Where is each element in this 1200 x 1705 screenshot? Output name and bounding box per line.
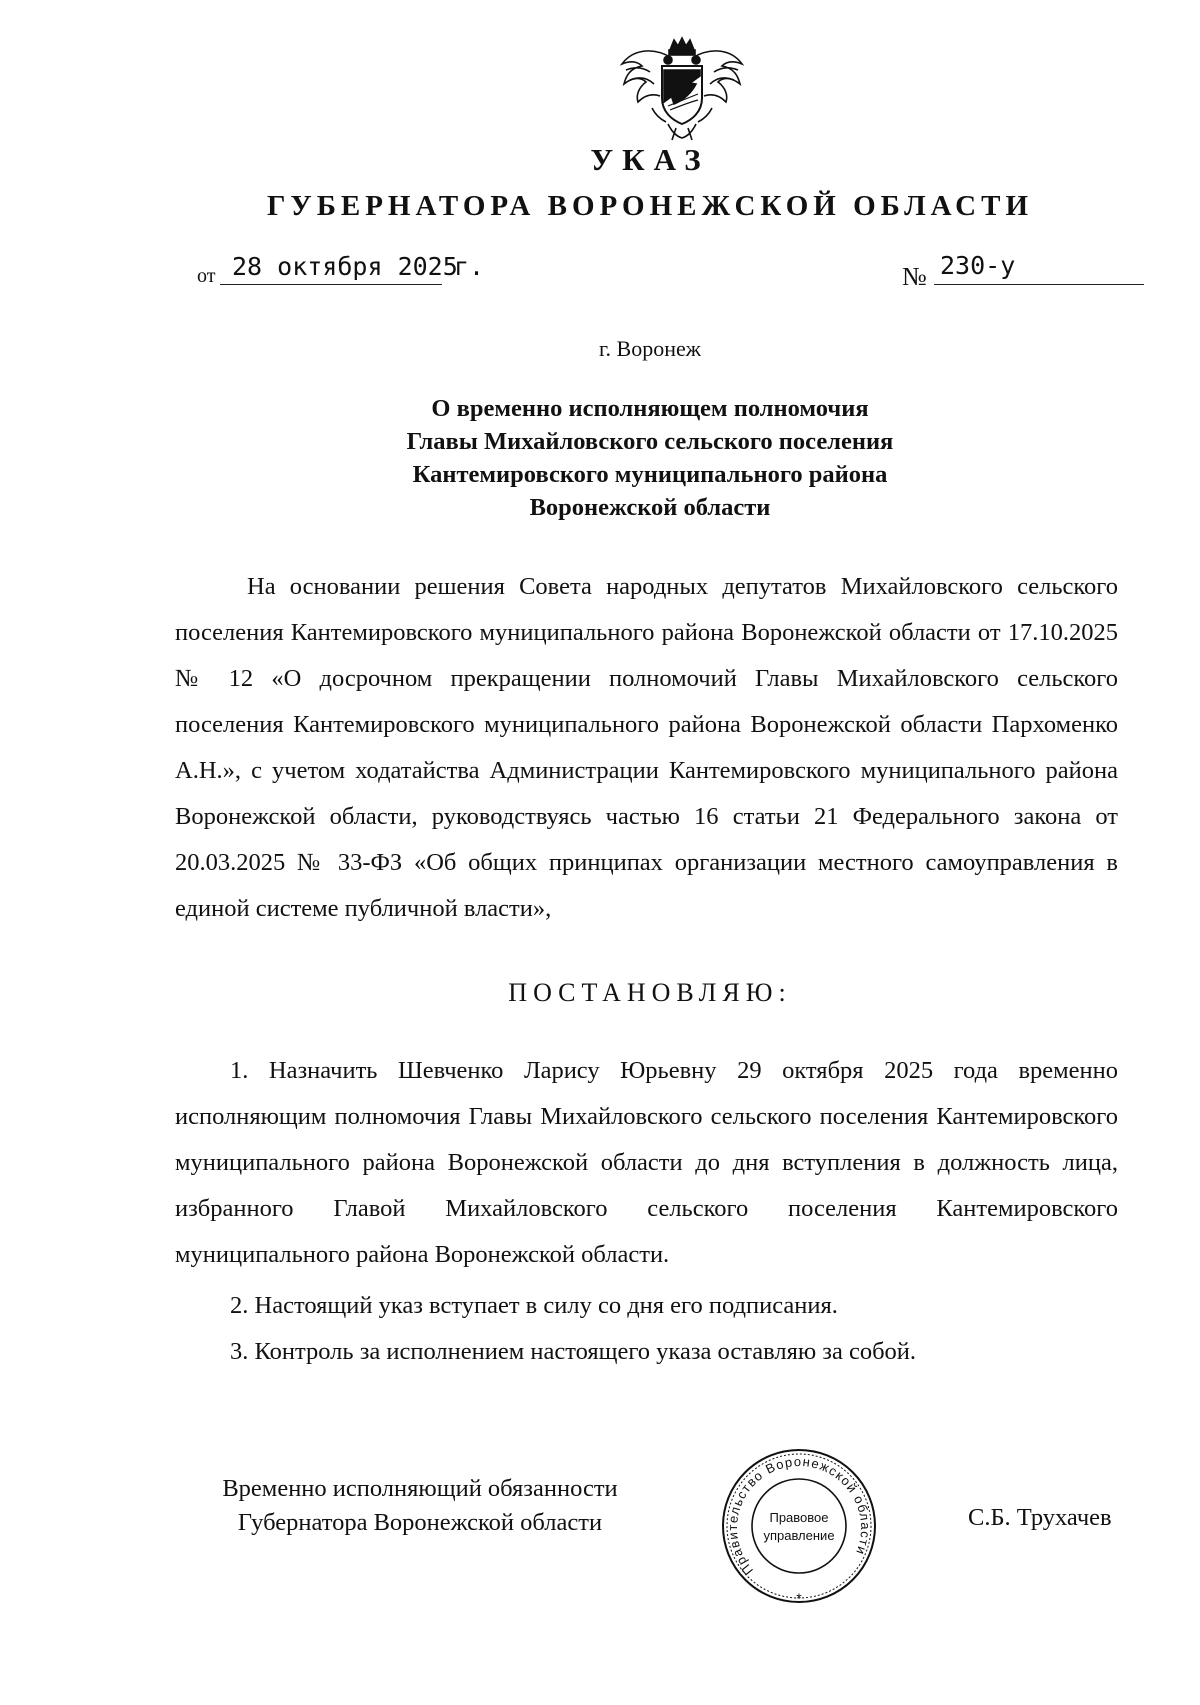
heading-line: О временно исполняющем полномочия bbox=[431, 395, 869, 422]
date-underline bbox=[220, 284, 442, 285]
signer-position bbox=[180, 1472, 660, 1540]
date-suffix: г. bbox=[454, 252, 485, 281]
signer-position-line: Губернатора Воронежской области bbox=[237, 1509, 603, 1536]
document-number: 230-у bbox=[940, 251, 1016, 280]
seal-outer-text: Правительство Воронежской области bbox=[725, 1453, 874, 1579]
seal-inner-line-1: Правовое bbox=[769, 1510, 829, 1525]
signer-name: С.Б. Трухачев bbox=[968, 1504, 1112, 1531]
seal-star-mark: * bbox=[796, 1590, 802, 1606]
coat-of-arms-icon bbox=[612, 36, 752, 142]
number-underline bbox=[934, 284, 1144, 285]
seal-inner-line-2: управление bbox=[763, 1528, 835, 1543]
number-label: № bbox=[902, 262, 927, 291]
document-city: г. Воронеж bbox=[599, 336, 701, 361]
document-subtitle: ГУБЕРНАТОРА ВОРОНЕЖСКОЙ ОБЛАСТИ bbox=[266, 190, 1034, 222]
heading-line: Главы Михайловского сельского поселения bbox=[406, 428, 894, 455]
decree-item-1: 1. Назначить Шевченко Ларису Юрьевну 29 октября 2025 года временно исполняющим полномочия Главы Михайловского сельского поселения Кантемировского муниципального района Воронежской области до дня вступления в должность лица, избранного Главой Михайловского сельского поселения Кантемировского муниципального района Воронежской области. bbox=[175, 1057, 1118, 1268]
decree-item-2: 2. Настоящий указ вступает в силу со дня его подписания. bbox=[230, 1292, 838, 1319]
signer-position-line: Временно исполняющий обязанности bbox=[222, 1475, 618, 1502]
document-title: УКАЗ bbox=[590, 142, 710, 177]
heading-line: Воронежской области bbox=[529, 494, 771, 521]
decree-word: ПОСТАНОВЛЯЮ: bbox=[508, 978, 792, 1007]
date-label: от bbox=[197, 265, 216, 287]
heading-line: Кантемировского муниципального района bbox=[412, 461, 888, 488]
document-date: 28 октября 2025 bbox=[232, 252, 458, 281]
document-heading bbox=[250, 392, 1050, 524]
official-seal-stamp bbox=[718, 1440, 880, 1612]
basis-paragraph: На основании решения Совета народных депутатов Михайловского сельского поселения Кантемировского муниципального района Воронежской области от 17.10.2025 № 12 «О досрочном прекращении полномочий Главы Михайловского сельского поселения Кантемировского муниципального района Воронежской области Пархоменко А.Н.», с учетом ходатайства Администрации Кантемировского муниципального района Воронежской области, руководствуясь частью 16 статьи 21 Федерального закона от 20.03.2025 № 33-ФЗ «Об общих принципах организации местного самоуправления в единой системе публичной власти», bbox=[175, 573, 1118, 922]
decree-item-3: 3. Контроль за исполнением настоящего указа оставляю за собой. bbox=[230, 1338, 917, 1365]
